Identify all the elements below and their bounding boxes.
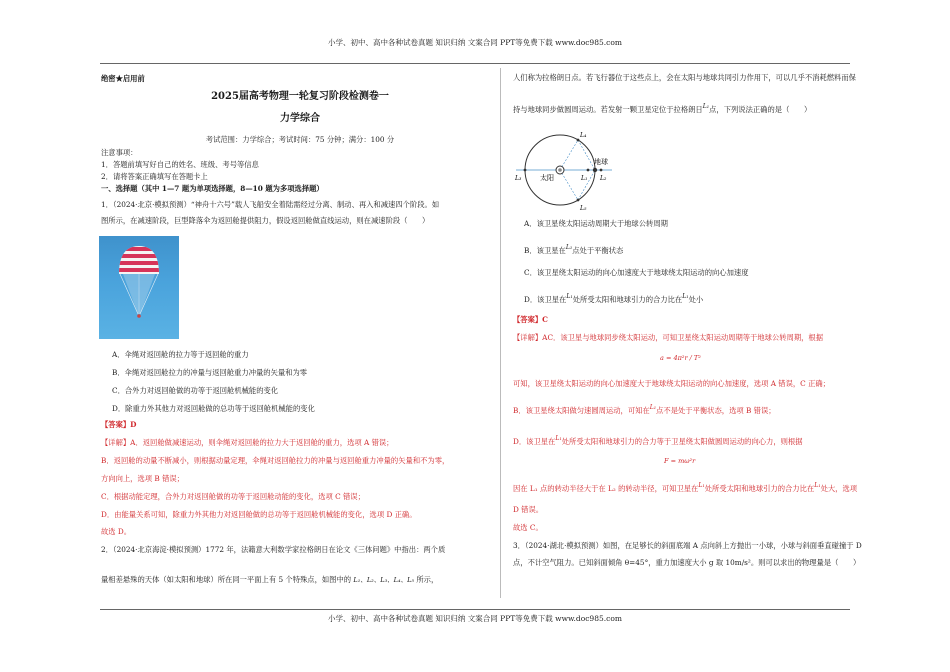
diagram-label-l3: L₃: [515, 175, 522, 182]
q2-option-d-text-mid: 处所受太阳和地球引力的合力比在: [572, 295, 683, 304]
q2-explanation-3-point: L₁: [649, 404, 657, 411]
q2-cont-line1: 人们称为拉格朗日点。若飞行器位于这些点上，会在太阳与地球共同引力作用下，可以几乎不消耗燃料而保: [513, 73, 856, 82]
note-2: 2．请将答案正确填写在答题卡上: [101, 172, 208, 181]
q1-option-a: A．伞绳对返回舱的拉力等于返回舱的重力: [112, 350, 249, 359]
q2-answer: 【答案】C: [513, 315, 548, 324]
section-heading: 一、选择题（其中 1—7 题为单项选择题，8—10 题为多项选择题）: [101, 184, 324, 193]
q1-option-b: B．伞绳对返回舱拉力的冲量与返回舱重力冲量的矢量和为零: [112, 368, 308, 377]
q2-point-l1: L₁: [702, 103, 710, 110]
parachute-photo: [99, 236, 179, 339]
notes-title: 注意事项：: [101, 148, 138, 157]
q2-option-a: A．该卫星绕太阳运动周期大于地球公转周期: [524, 219, 668, 228]
q2-explanation-5-point1: L₁: [698, 482, 705, 489]
q2-explanation-4-point: L₁: [555, 435, 562, 442]
q2-option-d-point2: L₁: [682, 293, 689, 300]
q2-option-d-text-end: 处小: [688, 295, 704, 304]
q2-option-c: C．该卫星绕太阳运动的向心加速度大于地球绕太阳运动的向心加速度: [524, 268, 749, 277]
note-1: 1．答题前填写好自己的姓名、班级、考号等信息: [101, 160, 259, 169]
q2-explanation-4: [513, 434, 803, 447]
q1-explanation-3: 方向向上，选项 B 错误；: [101, 474, 184, 483]
diagram-label-sun: 太阳: [540, 174, 554, 182]
q2-option-d: [524, 292, 703, 305]
q2-explanation-7: 故选 C。: [513, 523, 543, 532]
exam-title: 2025届高考物理一轮复习阶段检测卷一: [211, 91, 389, 102]
q2-stem-line2: [101, 575, 438, 585]
diagram-label-l2: L₂: [600, 175, 607, 182]
q2-explanation-3: [513, 403, 776, 416]
q1-explanation-6: 故选 D。: [101, 527, 132, 536]
q2-explanation-6: D 错误。: [513, 505, 544, 514]
diagram-label-l1: L₁: [581, 175, 588, 182]
q2-formula-2: F = mω²r: [664, 457, 696, 465]
q2-explanation-5-text: 因在 L₁ 点的转动半径大于在 L₂ 的转动半径，可知卫星在: [513, 484, 699, 493]
q2-cont-text-end: 点，下列说法正确的是（ ）: [709, 105, 812, 114]
q2-cont-line2: [513, 102, 811, 115]
diagram-label-l4: L₄: [580, 132, 587, 139]
q1-option-d: D．除重力外其他力对返回舱做的总功等于返回舱机械能的变化: [112, 404, 315, 413]
q2-option-d-point1: L₁: [566, 293, 573, 300]
q2-formula-1: a = 4π²r / T²: [660, 354, 701, 362]
q2-explanation-2: 可知，该卫星绕太阳运动的向心加速度大于地球绕太阳运动的向心加速度，选项 A 错误，C 正确；: [513, 379, 830, 388]
q2-cont-text: 持与地球同步做圆周运动。若发射一颗卫星定位于拉格朗日: [513, 105, 703, 114]
q2-explanation-1: 【详解】AC．该卫星与地球同步绕太阳运动，可知卫星绕太阳运动周期等于地球公转周期，根据: [513, 333, 824, 342]
q1-explanation-1: 【详解】A．返回舱做减速运动，则伞绳对返回舱的拉力大于返回舱的重力，选项 A 错误；: [101, 438, 394, 447]
diagram-label-earth: 地球: [594, 158, 608, 166]
exam-info: 考试范围：力学综合；考试时间：75 分钟；满分：100 分: [205, 135, 395, 144]
q2-stem-text: 量相差悬殊的天体（如太阳和地球）所在同一平面上有 5 个特殊点，如图中的: [101, 575, 352, 584]
q1-explanation-4: C．根据动能定理，合外力对返回舱做的功等于返回舱动能的变化，选项 C 错误；: [101, 492, 365, 501]
q3-stem-line2: 点，不计空气阻力。已知斜面倾角 θ=45°，重力加速度大小 g 取 10m/s²。则可以求出的物理量是（ ）: [513, 558, 861, 567]
q2-explanation-5-point2: L₁: [814, 482, 821, 489]
q1-stem-line2: 图所示，在减速阶段，巨型降落伞为返回舱提供阻力，假设返回舱做直线运动，则在减速阶段（ ）: [101, 216, 430, 225]
q2-option-b: [524, 243, 623, 256]
q2-explanation-3-text: B．该卫星绕太阳做匀速圆周运动，可知在: [513, 406, 650, 415]
earth-icon: [593, 168, 597, 172]
q2-lagrange-points: L₁、L₂、L₃、L₄、L₅: [353, 576, 415, 584]
diagram-label-l5: L₅: [580, 205, 587, 211]
q2-explanation-3-end: 点不是处于平衡状态，选项 B 错误；: [656, 406, 776, 415]
q1-option-c: C．合外力对返回舱做的功等于返回舱机械能的变化: [112, 386, 279, 395]
q1-answer: 【答案】D: [101, 420, 137, 429]
q2-explanation-5-end: 处大，选项: [820, 484, 858, 493]
secret-label: 绝密★启用前: [101, 74, 145, 83]
parachute-icon: [99, 236, 179, 339]
q2-stem-line1: 2．（2024·北京海淀·模拟预测）1772 年，法籍意大利数学家拉格朗日在论文《三体问题》中指出：两个质: [101, 545, 446, 554]
q2-option-d-text: D．该卫星在: [524, 295, 567, 304]
q1-explanation-2: B．返回舱的动量不断减小，则根据动量定理，伞绳对返回舱拉力的冲量与返回舱重力冲量的矢量和不为零，: [101, 456, 450, 465]
q2-explanation-4-text: D．该卫星在: [513, 437, 556, 446]
q2-explanation-4-end: 处所受太阳和地球引力的合力等于卫星绕太阳做圆周运动的向心力，则根据: [561, 437, 803, 446]
q2-option-b-point: L₁: [565, 244, 573, 251]
q2-explanation-5: [513, 481, 857, 494]
q2-explanation-5-mid: 处所受太阳和地球引力的合力比在: [704, 484, 815, 493]
page-footer: 小学、初中、高中各种试卷真题 知识归纳 文案合同 PPT等免费下载 www.doc985.com: [328, 614, 622, 623]
q2-option-b-text-end: 点处于平衡状态: [572, 246, 624, 255]
q2-option-b-text: B．该卫星在: [524, 246, 566, 255]
header-rule: [100, 63, 850, 64]
lagrange-diagram: [512, 125, 622, 211]
q2-stem-end: 所示，: [416, 575, 439, 584]
exam-subtitle: 力学综合: [280, 113, 320, 124]
q3-stem-line1: 3．（2024·湖北·模拟预测）如图，在足够长的斜面底端 A 点向斜上方抛出一小球，小球与斜面垂直碰撞于 D: [513, 541, 862, 550]
column-divider: [500, 68, 501, 598]
page-header: 小学、初中、高中各种试卷真题 知识归纳 文案合同 PPT等免费下载 www.doc985.com: [328, 38, 622, 47]
footer-rule: [100, 609, 850, 610]
q1-explanation-5: D．由能量关系可知，除重力外其他力对返回舱做的总功等于返回舱机械能的变化，选项 D 正确。: [101, 510, 417, 519]
q1-stem-line1: 1．（2024·北京·模拟预测）“神舟十六号”载人飞船安全着陆需经过分离、制动、再入和减速四个阶段。如: [101, 200, 440, 209]
